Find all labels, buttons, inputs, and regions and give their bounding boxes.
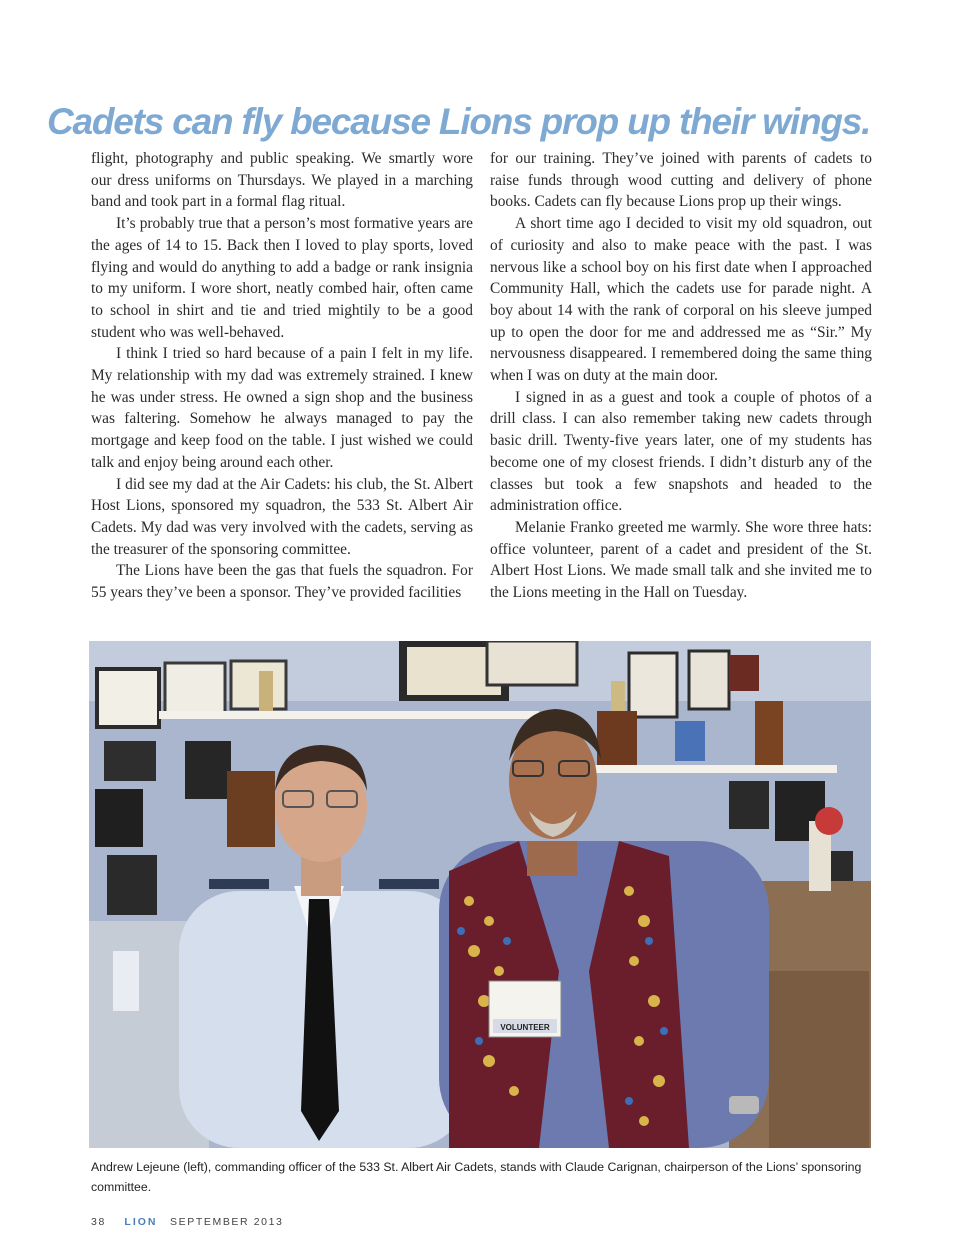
- article-headline: Cadets can fly because Lions prop up their wings.: [47, 100, 871, 142]
- trophy: [611, 681, 625, 711]
- article-column-left: [91, 148, 473, 604]
- cups: [113, 951, 139, 1011]
- framed-certificate: [487, 641, 577, 685]
- plaque: [729, 655, 759, 691]
- plaque: [107, 855, 157, 915]
- epaulette: [209, 879, 269, 889]
- article-column-right: [490, 148, 872, 604]
- photo-illustration: [89, 641, 871, 1148]
- wristwatch: [729, 1096, 759, 1114]
- framed-certificate: [629, 653, 677, 717]
- ribbon-rosette: [815, 807, 843, 835]
- plaque: [675, 721, 705, 761]
- shelf: [159, 711, 539, 719]
- paragraph: flight, photography and public speaking. We smartly wore our dress uniforms on Thursdays. We played in a marching band and took part in a formal flag ritual.: [91, 150, 473, 211]
- paragraph: I did see my dad at the Air Cadets: his club, the St. Albert Host Lions, sponsored my squadron, the 533 St. Albert Air Cadets. My dad was very involved with the cadets, serving as the treasurer of the sponsoring committee.: [91, 475, 473, 558]
- framed-certificate: [165, 663, 225, 715]
- plaque: [95, 789, 143, 847]
- volunteer-badge-text: VOLUNTEER: [500, 1023, 550, 1032]
- photo-caption: Andrew Lejeune (left), commanding officer of the 533 St. Albert Air Cadets, stands with Claude Carignan, chairperson of the Lions’ sponsoring committee.: [91, 1160, 862, 1194]
- epaulette: [379, 879, 439, 889]
- framed-certificate: [231, 661, 286, 709]
- trophy: [259, 671, 273, 711]
- trophy-base: [755, 701, 783, 765]
- paragraph: I signed in as a guest and took a couple of photos of a drill class. I can also remember taking new cadets through basic drill. Twenty-five years later, one of my students has become one of my closest friends. I didn’t disturb any of the classes but took a few snapshots and headed to the administration office.: [490, 388, 872, 515]
- paragraph: A short time ago I decided to visit my old squadron, out of curiosity and also to make peace with the past. I was nervous like a school boy on his first date when I approached Community Hall, which the cadets use for parade night. A boy about 14 with the rank of corporal on his sleeve jumped up to open the door for me and addressed me as “Sir.” My nervousness disappeared. I remembered doing the same thing when I was on duty at the main door.: [490, 215, 872, 385]
- magazine-name: LION: [124, 1216, 158, 1228]
- trophy-base: [597, 711, 637, 765]
- plaque: [729, 781, 769, 829]
- framed-certificate: [97, 669, 159, 727]
- plaque: [185, 741, 231, 799]
- article-photo: [89, 641, 871, 1148]
- paragraph: It’s probably true that a person’s most formative years are the ages of 14 to 15. Back then I loved to play sports, loved flying and would do anything to add a badge or rank insignia to my uniform. I wore short, neatly combed hair, often came to school in shirt and tie and tried mightily to be a good student who was well-behaved.: [91, 215, 473, 341]
- paragraph: Melanie Franko greeted me warmly. She wore three hats: office volunteer, parent of a cadet and president of the St. Albert Host Lions. We made small talk and she invited me to the Lions meeting in the Hall on Tuesday.: [490, 518, 872, 602]
- paragraph: I think I tried so hard because of a pain I felt in my life. My relationship with my dad was extremely strained. I knew he was under stress. He owned a sign shop and the business was faltering. Somehow he always managed to pay the mortgage and keep food on the table. I just wished we could talk and enjoy being around each other.: [91, 345, 473, 471]
- page-footer: [91, 1216, 284, 1228]
- plaque: [104, 741, 156, 781]
- paragraph: for our training. They’ve joined with parents of cadets to raise funds through wood cutting and delivery of phone books. Cadets can fly because Lions prop up their wings.: [490, 150, 872, 211]
- paragraph: The Lions have been the gas that fuels the squadron. For 55 years they’ve been a sponsor. They’ve provided facilities: [91, 562, 473, 602]
- page-number: 38: [91, 1216, 106, 1228]
- issue-date: SEPTEMBER 2013: [170, 1216, 284, 1228]
- trophy-stand: [227, 771, 275, 847]
- framed-certificate: [689, 651, 729, 709]
